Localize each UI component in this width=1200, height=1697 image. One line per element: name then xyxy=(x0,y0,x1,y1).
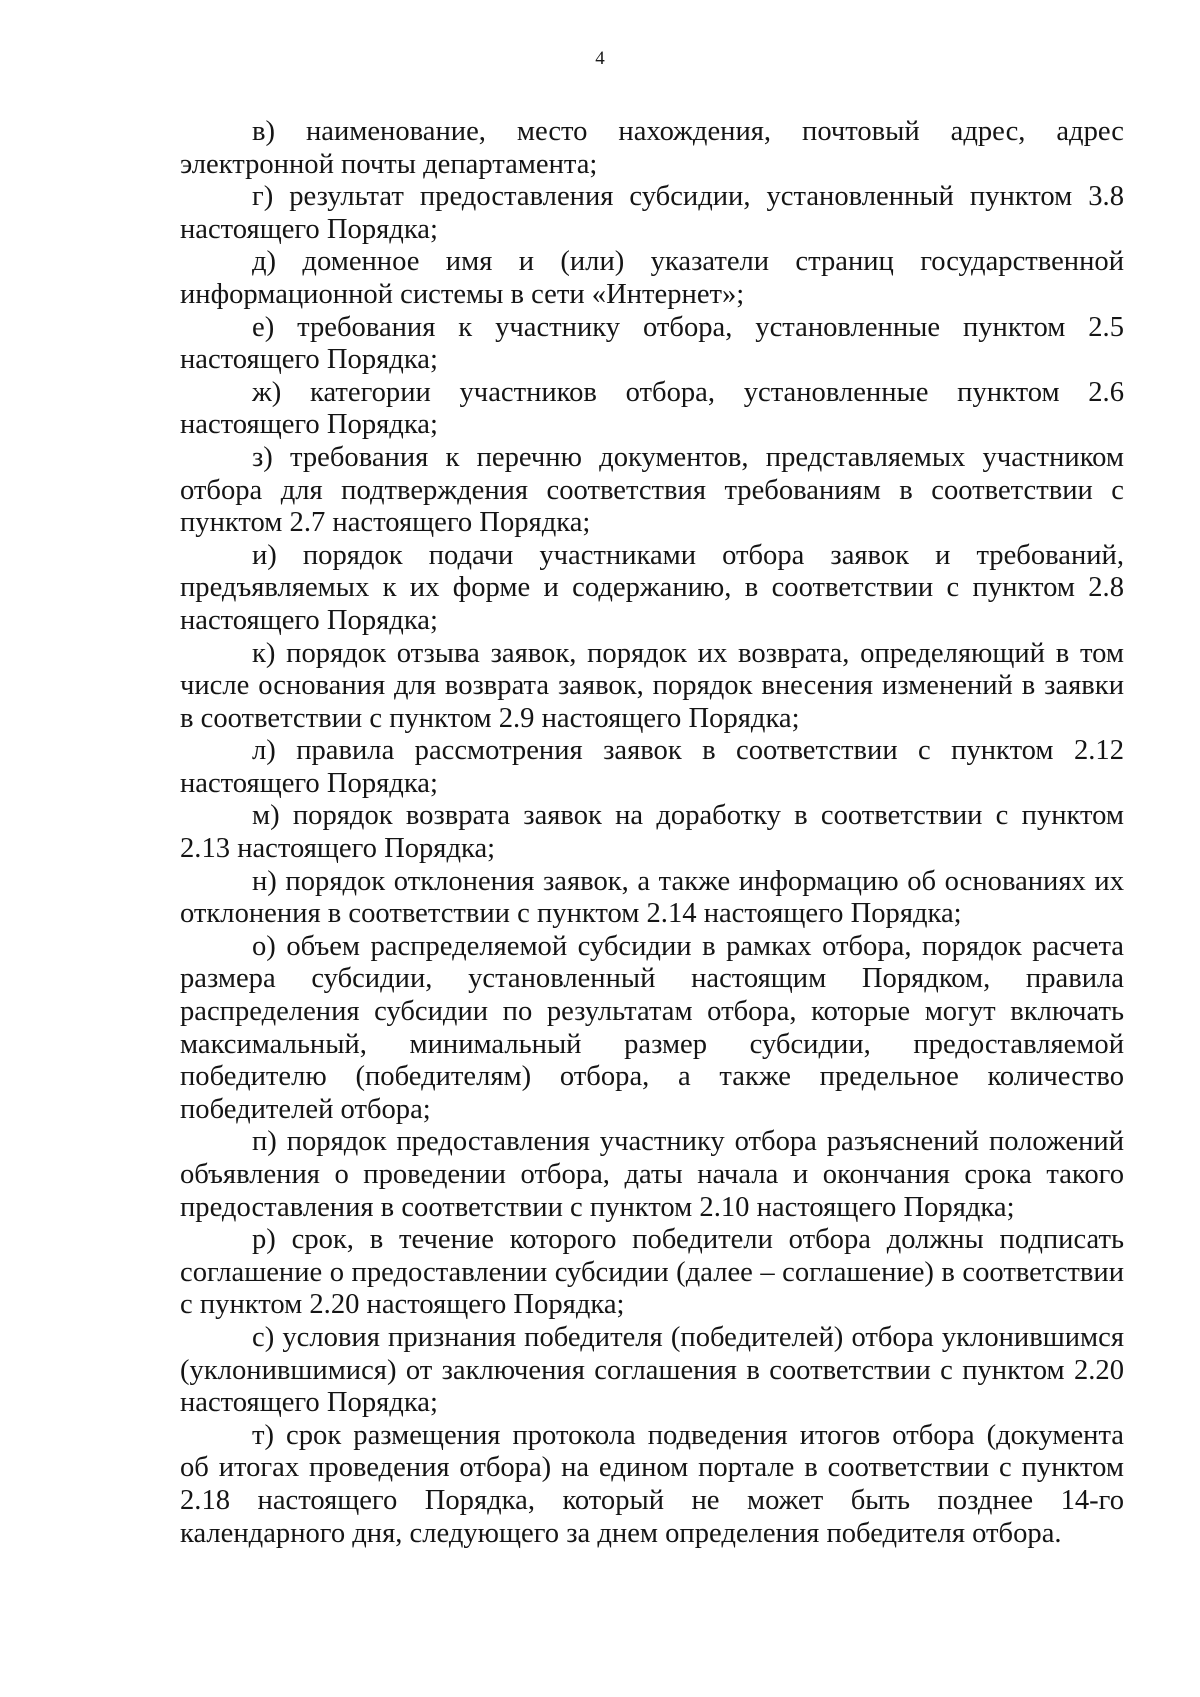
list-item-i: и) порядок подачи участниками отбора заявок и требований, предъявляемых к их форме и содержанию, в соответствии с пунктом 2.8 настоящего Порядка; xyxy=(180,539,1124,636)
list-item-z: з) требования к перечню документов, представляемых участником отбора для подтверждения соответствия требованиям в соответствии с пунктом 2.7 настоящего Порядка; xyxy=(180,441,1124,539)
list-item-k: к) порядок отзыва заявок, порядок их возврата, определяющий в том числе основания для возврата заявок, порядок внесения изменений в заявки в соответствии с пунктом 2.9 настоящего Порядка; xyxy=(180,637,1124,734)
list-item-v: в) наименование, место нахождения, почтовый адрес, адрес электронной почты департамента; xyxy=(180,116,1124,180)
list-item-s: с) условия признания победителя (победителей) отбора уклонившимся (уклонившимися) от заключения соглашения в соответствии с пунктом 2.20 настоящего Порядка; xyxy=(180,1321,1124,1419)
list-item-zh: ж) категории участников отбора, установленные пунктом 2.6 настоящего Порядка; xyxy=(180,376,1124,441)
list-item-l: л) правила рассмотрения заявок в соответствии с пунктом 2.12 настоящего Порядка; xyxy=(180,735,1124,799)
list-item-m: м) порядок возврата заявок на доработку в соответствии с пунктом 2.13 настоящего Порядка; xyxy=(180,800,1124,865)
list-item-r: р) срок, в течение которого победители отбора должны подписать соглашение о предоставлении субсидии (далее – соглашение) в соответствии с пунктом 2.20 настоящего Порядка; xyxy=(180,1224,1124,1321)
list-item-n: н) порядок отклонения заявок, а также информацию об основаниях их отклонения в соответствии с пунктом 2.14 настоящего Порядка; xyxy=(180,865,1124,930)
list-item-p: п) порядок предоставления участнику отбора разъяснений положений объявления о проведении отбора, даты начала и окончания срока такого предоставления в соответствии с пунктом 2.10 настоящего Порядка; xyxy=(180,1126,1124,1223)
list-item-g: г) результат предоставления субсидии, установленный пунктом 3.8 настоящего Порядка; xyxy=(180,181,1124,245)
list-item-o: о) объем распределяемой субсидии в рамках отбора, порядок расчета размера субсидии, установленный настоящим Порядком, правила распределения субсидии по результатам отбора, которые могут включать максимальный, минимальный размер субсидии, предоставляемой победителю (победителям) отбора, а также предельное количество победителей отбора; xyxy=(180,930,1124,1125)
list-item-t: т) срок размещения протокола подведения итогов отбора (документа об итогах проведения отбора) на едином портале в соответствии с пунктом 2.18 настоящего Порядка, который не может быть позднее 14-го календарного дня, следующего за днем определения победителя отбора. xyxy=(180,1419,1124,1549)
page-number: 4 xyxy=(595,48,605,69)
list-item-d: д) доменное имя и (или) указатели страниц государственной информационной системы в сети «Интернет»; xyxy=(180,246,1124,310)
list-item-e: е) требования к участнику отбора, установленные пунктом 2.5 настоящего Порядка; xyxy=(180,311,1124,376)
document-body xyxy=(180,116,1124,1550)
